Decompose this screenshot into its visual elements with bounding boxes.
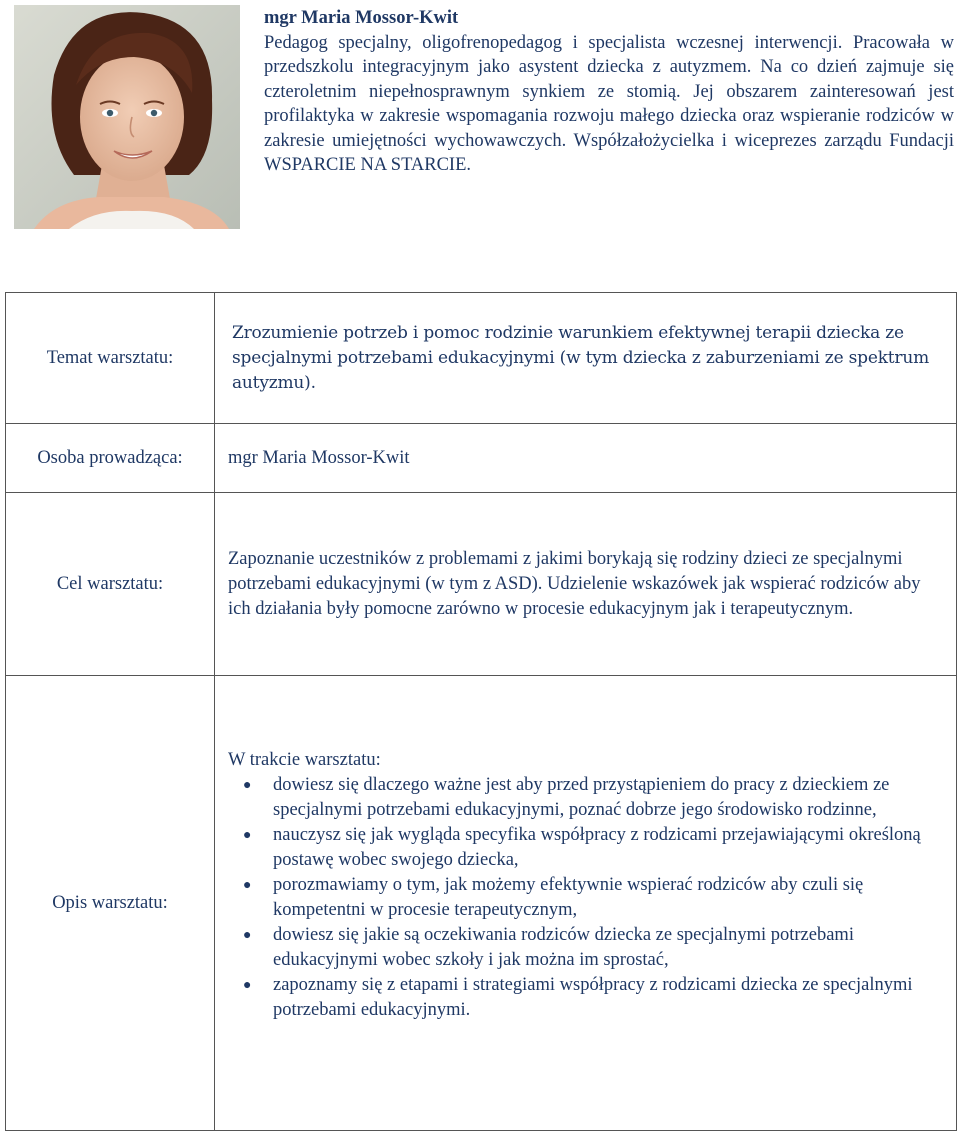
list-item [243, 823, 940, 873]
list-item-text: nauczysz się jak wygląda specyfika współpracy z rodzicami przejawiającymi określoną postawę wobec swojego dziecka, [273, 824, 921, 870]
bullet-icon: ● [243, 827, 252, 843]
list-item-text: zapoznamy się z etapami i strategiami współpracy z rodzicami dziecka ze specjalnymi potrzebami edukacyjnymi. [273, 974, 913, 1020]
temat-value: Zrozumienie potrzeb i pomoc rodzinie warunkiem efektywnej terapii dziecka ze specjalnymi potrzebami edukacyjnymi (w tym dziecka z zaburzeniami ze spektrum autyzmu). [232, 322, 930, 393]
table-row-cel [6, 493, 957, 676]
opis-value-cell [215, 676, 957, 1131]
temat-label: Temat warsztatu: [6, 293, 215, 424]
osoba-value: mgr Maria Mossor-Kwit [215, 424, 957, 493]
list-item-text: dowiesz się dlaczego ważne jest aby przed przystąpieniem do pracy z dzieckiem ze specjalnymi potrzebami edukacyjnymi, poznać dobrze jego środowisko rodzinne, [273, 774, 890, 820]
bio-name: mgr Maria Mossor-Kwit [264, 8, 459, 28]
list-item [243, 973, 940, 1023]
opis-label: Opis warsztatu: [6, 676, 215, 1131]
opis-list [228, 773, 940, 1023]
table-row-osoba [6, 424, 957, 493]
list-item-text: porozmawiamy o tym, jak możemy efektywnie wspierać rodziców aby czuli się kompetentni w procesie terapeutycznym, [273, 874, 864, 920]
bullet-icon: ● [243, 877, 252, 893]
osoba-label: Osoba prowadząca: [6, 424, 215, 493]
bullet-icon: ● [243, 927, 252, 943]
table-row-temat [6, 293, 957, 424]
table-row-opis [6, 676, 957, 1131]
bio-block [264, 6, 954, 178]
bio-description: Pedagog specjalny, oligofrenopedagog i specjalista wczesnej interwencji. Pracowała w przedszkolu integracyjnym jako asystent dziecka z autyzmem. Na co dzień zajmuje się czteroletnim niepełnosprawnym synkiem ze stomią. Jej obszarem zainteresowań jest profilaktyka w zakresie wspomagania rozwoju małego dziecka oraz wspieranie rodziców w zakresie umiejętności wychowawczych. Współzałożycielka i wiceprezes zarządu Fundacji WSPARCIE NA STARCIE. [264, 32, 954, 175]
opis-intro: W trakcie warsztatu: [228, 749, 381, 770]
cel-value: Zapoznanie uczestników z problemami z jakimi borykają się rodziny dzieci ze specjalnymi potrzebami edukacyjnymi (w tym z ASD). Udzielenie wskazówek jak wspierać rodziców aby ich działania były pomocne zarówno w procesie edukacyjnym jak i terapeutycznym. [215, 493, 957, 676]
list-item-text: dowiesz się jakie są oczekiwania rodziców dziecka ze specjalnymi potrzebami edukacyjnymi wobec szkoły i jak można im sprostać, [273, 924, 854, 970]
cel-label: Cel warsztatu: [6, 493, 215, 676]
workshop-table [5, 292, 957, 1131]
list-item [243, 873, 940, 923]
portrait-photo [14, 5, 240, 229]
opis-content [228, 748, 940, 1023]
list-item [243, 773, 940, 823]
bullet-icon: ● [243, 977, 252, 993]
temat-value-cell [215, 293, 957, 424]
list-item [243, 923, 940, 973]
bullet-icon: ● [243, 777, 252, 793]
